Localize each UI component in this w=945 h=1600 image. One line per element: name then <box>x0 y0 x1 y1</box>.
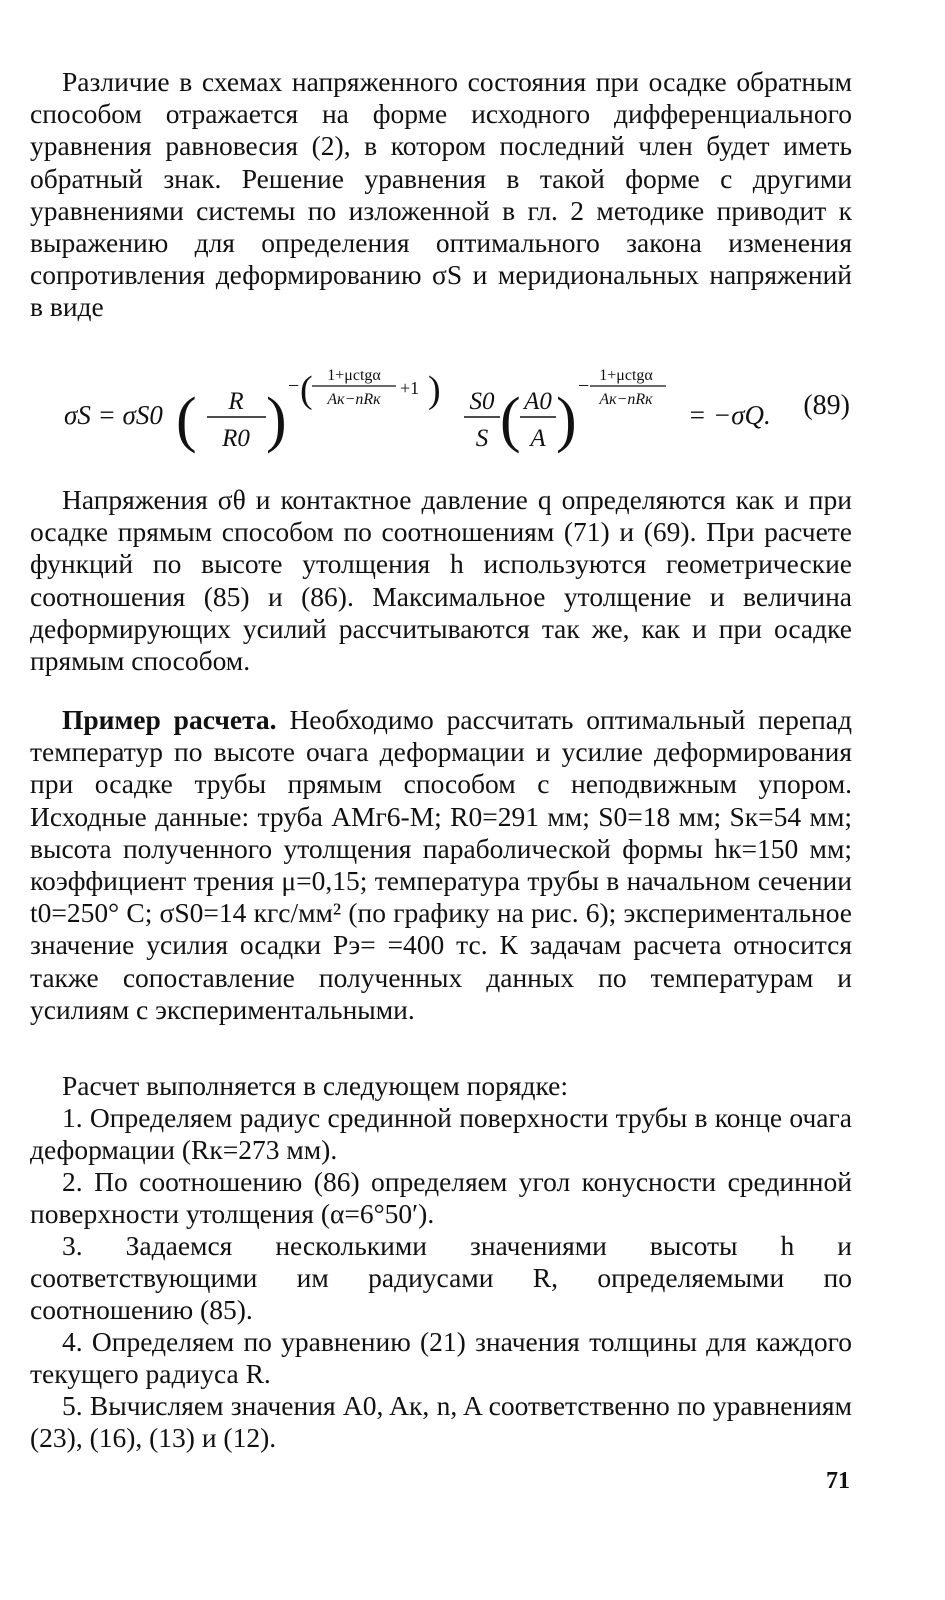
paragraph-example <box>30 704 852 1026</box>
example-heading: Пример расчета. <box>62 704 277 735</box>
left-paren: ( <box>500 386 521 454</box>
right-paren: ) <box>266 386 287 454</box>
exp1-plus-one: +1 <box>400 378 420 398</box>
exp2-numerator: 1+μctgα <box>599 367 653 384</box>
ratio1-denominator: R0 <box>222 425 250 452</box>
paragraph-intro: Различие в схемах напряженного состояния при осадке обратным способом отражается на форме исходного дифференциального уравнения равновесия (2), в котором последний член будет иметь обратный знак. Решение уравнения в такой форме с другими уравнениями системы по изложенной в гл. 2 методике приводит к выражению для определения оптимального закона изменения сопротивления деформированию σS и меридиональных напряжений в виде <box>30 66 852 323</box>
step-4: 4. Определяем по уравнению (21) значения толщины для каждого текущего радиуса R. <box>30 1326 852 1390</box>
ratio3-denominator: A <box>530 425 546 452</box>
step-5: 5. Вычисляем значения A0, Aк, n, A соответственно по уравнениям (23), (16), (13) и (12). <box>30 1390 852 1454</box>
equation-number: (89) <box>803 390 850 421</box>
step-2: 2. По соотношению (86) определяем угол конусности срединной поверхности утолщения (α=6°50′). <box>30 1166 852 1230</box>
exp-left-paren: ( <box>300 369 313 411</box>
ratio2-denominator: S <box>475 425 489 452</box>
right-paren: ) <box>556 386 577 454</box>
left-paren: ( <box>176 386 197 454</box>
page-number: 71 <box>826 1468 850 1494</box>
equation-svg <box>30 362 852 472</box>
ratio1-numerator: R <box>228 388 244 415</box>
exp-right-paren: ) <box>428 369 441 411</box>
equation-89 <box>30 362 852 472</box>
step-3: 3. Задаемся несколькими значениями высоты h и соответствующими им радиусами R, определяемыми по соотношению (85). <box>30 1230 852 1326</box>
exp2-denominator: Aк−nRк <box>599 391 653 408</box>
ratio3-numerator: A0 <box>524 388 552 415</box>
equation-rhs: = −σQ. <box>688 400 771 430</box>
exponent-minus: − <box>578 375 590 397</box>
equation-lhs: σS = σS0 <box>64 400 163 430</box>
step-1: 1. Определяем радиус срединной поверхности трубы в конце очага деформации (Rк=273 мм). <box>30 1102 852 1166</box>
ratio2-numerator: S0 <box>469 388 495 415</box>
exp1-numerator: 1+μctgα <box>327 367 381 384</box>
paragraph-procedure: Расчет выполняется в следующем порядке: <box>62 1070 568 1101</box>
example-body: Необходимо рассчитать оптимальный перепад температур по высоте очага деформации и усилие деформирования при осадке трубы прямым способом с неподвижным упором. Исходные данные: труба АМг6-М; R0=291 мм; S0=18 мм; Sк=54 мм; высота полученного утолщения параболической формы hк=150 мм; коэффициент трения μ=0,15; температура трубы в начальном сечении t0=250° С; σS0=14 кгс/мм² (по графику на рис. 6); экспериментальное значение усилия осадки Pэ= =400 тс. К задачам расчета относится также сопоставление полученных данных по температурам и усилиям с экспериментальными. <box>30 704 852 1025</box>
exponent-minus: − <box>288 375 300 397</box>
exp1-denominator: Aк−nRк <box>327 391 381 408</box>
paragraph-stresses: Напряжения σθ и контактное давление q определяются как и при осадке прямым способом по соотношениям (71) и (69). При расчете функций по высоте утолщения h используются геометрические соотношения (85) и (86). Максимальное утолщение и величина деформирующих усилий рассчитываются так же, как и при осадке прямым способом. <box>30 484 852 677</box>
